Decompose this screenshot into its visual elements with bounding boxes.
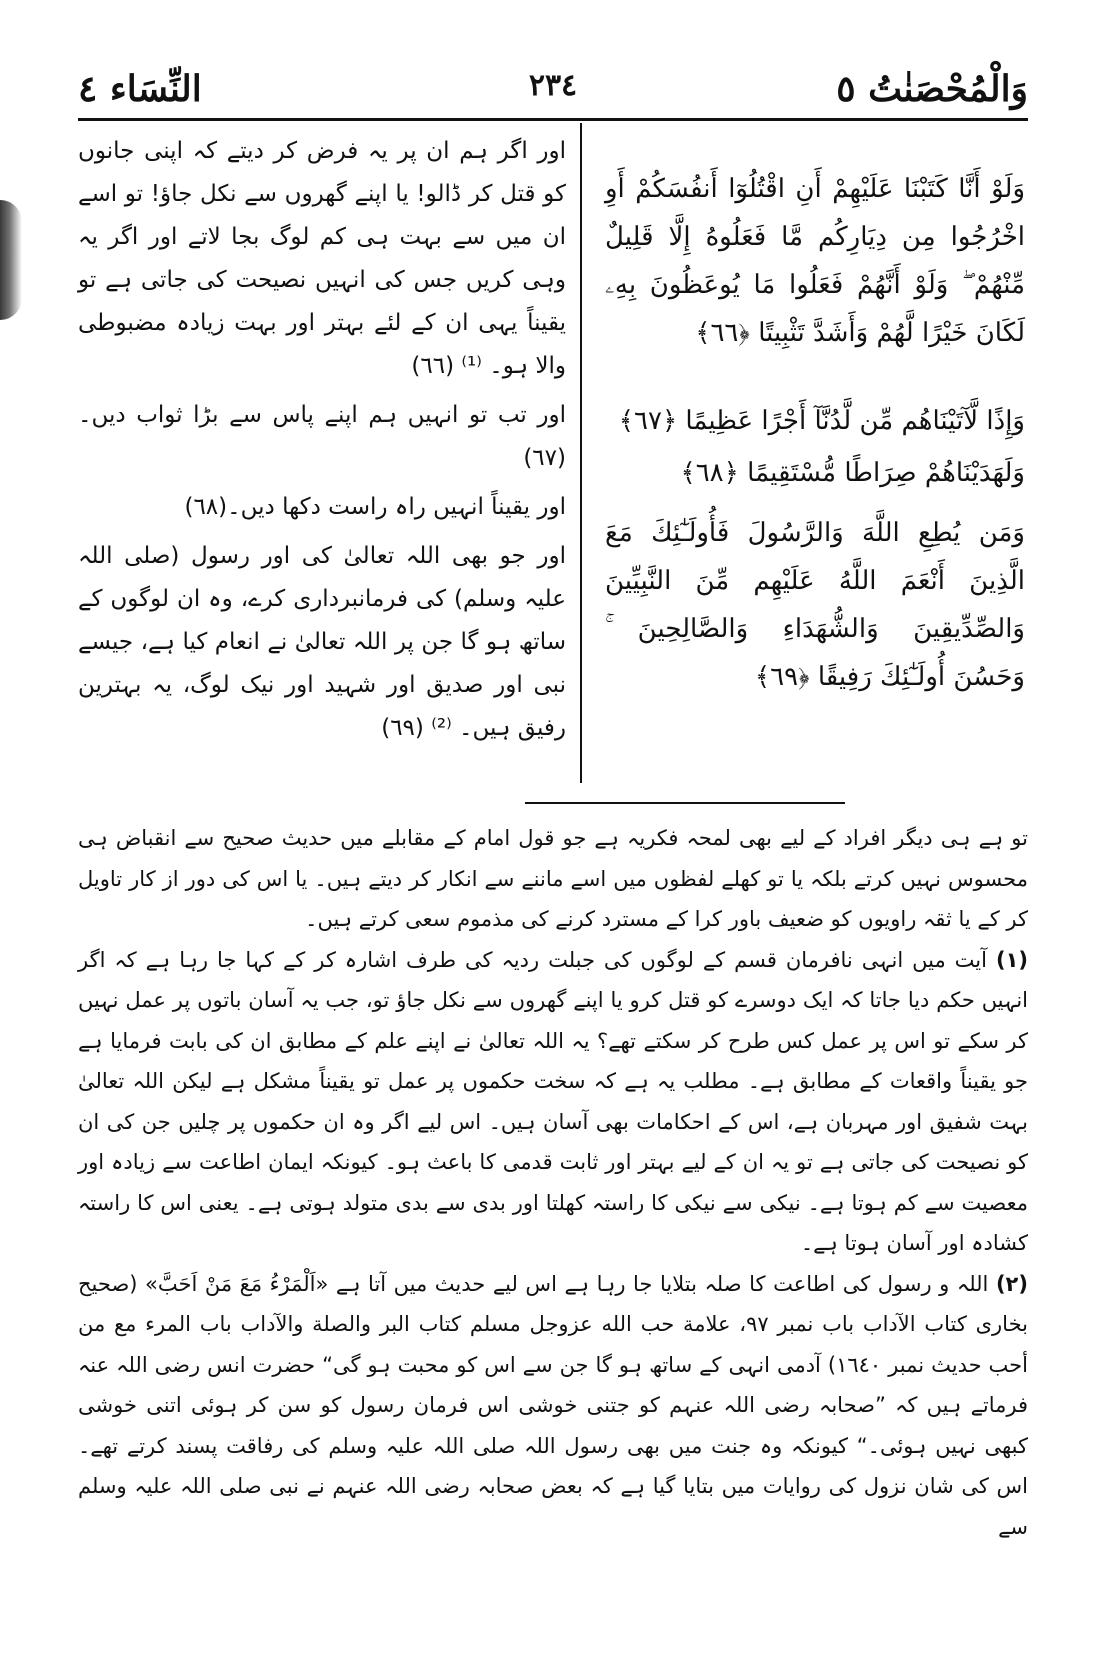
- footnote-continued: تو ہے ہی دیگر افراد کے لیے بھی لمحہ فکریہ ہے جو قول امام کے مقابلے میں حدیث صحیح سے انقباض ہی محسوس نہیں کرتے بلکہ یا تو کھلے لفظوں میں اسے ماننے سے انکار کر دیتے ہیں۔ یا اس کی دور از کار تاویل کر کے یا ثقہ راویوں کو ضعیف باور کرا کے مسترد کرنے کی مذموم سعی کرتے ہیں۔: [78, 826, 1028, 931]
- translation-68: اور یقیناً انہیں راہ راست دکھا دیں۔(٦٨): [184, 494, 566, 520]
- footnote-2-marker: (۲): [995, 1271, 1028, 1296]
- footnote-1: [78, 940, 1028, 1264]
- column-divider: [580, 123, 582, 783]
- footnote-2: [78, 1264, 1028, 1548]
- footnotes: [78, 818, 1028, 1547]
- translation-67: اور تب تو انہیں ہم اپنے پاس سے بڑا ثواب دیں۔(٦٧): [78, 402, 566, 471]
- translation-69: اور جو بھی اللہ تعالیٰ کی اور رسول (صلی اللہ علیہ وسلم) کی فرمانبرداری کرے، وہ ان لوگوں کے ساتھ ہو گا جن پر اللہ تعالیٰ نے انعام کیا ہے، جیسے نبی اور صدیق اور شہید اور نیک لوگ، یہ بہترین رفیق ہیں۔ ⁽²⁾ (٦٩): [78, 543, 566, 741]
- page-header: [78, 58, 1028, 121]
- footnote-1-text: آیت میں انہی نافرمان قسم کے لوگوں کی جبلت ردیہ کی طرف اشارہ کر کے کہا جا رہا ہے کہ اگر انہیں حکم دیا جاتا کہ ایک دوسرے کو قتل کرو یا اپنے گھروں سے نکل جاؤ تو، جب یہ آسان باتوں پر عمل نہیں کر سکے تو اس پر عمل کس طرح کر سکتے تھے؟ یہ اللہ تعالیٰ نے اپنے علم کے مطابق ان کی بابت فرمایا ہے جو یقیناً واقعات کے مطابق ہے۔ مطلب یہ ہے کہ سخت حکموں پر عمل تو یقیناً مشکل ہے لیکن اللہ تعالیٰ بہت شفیق اور مہربان ہے، اس کے احکامات بھی آسان ہیں۔ اس لیے اگر وہ ان حکموں پر چلیں جن کی ان کو نصیحت کی جاتی ہے تو یہ ان کے لیے بہتر اور ثابت قدمی کا باعث ہو۔ کیونکہ ایمان اطاعت سے زیادہ اور معصیت سے کم ہوتا ہے۔ نیکی سے نیکی کا راستہ کھلتا اور بدی سے بدی متولد ہوتی ہے۔ یعنی اس کا راستہ کشادہ اور آسان ہوتا ہے۔: [78, 947, 1028, 1255]
- verse-66: وَلَوْ أَنَّا كَتَبْنَا عَلَيْهِمْ أَنِ اقْتُلُوٓا أَنفُسَكُمْ أَوِ اخْرُجُوا مِن دِيَارِكُم مَّا فَعَلُوهُ إِلَّا قَلِيلٌ مِّنْهُمْ ۖ وَلَوْ أَنَّهُمْ فَعَلُوا مَا يُوعَظُونَ بِهِۦ لَكَانَ خَيْرًا لَّهُمْ وَأَشَدَّ تَثْبِيتًا ﴿٦٦﴾: [605, 174, 1025, 348]
- translation-column: [78, 130, 566, 756]
- page-number: ٢٣٤: [528, 68, 578, 103]
- footnote-rule: [525, 802, 845, 804]
- footnote-2-text: اللہ و رسول کی اطاعت کا صلہ بتلایا جا رہا ہے اس لیے حدیث میں آتا ہے «اَلْمَرْءُ مَعَ مَنْ اَحَبَّ» (صحیح بخاری كتاب الآداب باب نمبر ٩٧، علامة حب الله عزوجل مسلم كتاب البر والصلة والآداب باب المرء مع من أحب حديث نمبر ١٦٤٠) آدمی انہی کے ساتھ ہو گا جن سے اس کو محبت ہو گی“ حضرت انس رضی اللہ عنہ فرماتے ہیں کہ ”صحابہ رضی اللہ عنہم کو جتنی خوشی اس فرمان رسول کو سن کر ہوئی اتنی خوشی کبھی نہیں ہوئی۔“ کیونکہ وہ جنت میں بھی رسول اللہ صلی اللہ علیہ وسلم کی رفاقت پسند کرتے تھے۔ اس کی شان نزول کی روایات میں بتایا گیا ہے کہ بعض صحابہ رضی اللہ عنہم نے نبی صلی اللہ علیہ وسلم سے: [78, 1271, 1028, 1539]
- verse-68: وَلَهَدَيْنَاهُمْ صِرَاطًا مُّسْتَقِيمًا ﴿٦٨﴾: [680, 458, 1025, 488]
- footnote-1-marker: (۱): [995, 947, 1028, 972]
- verse-67: وَإِذًا لَّآتَيْنَاهُم مِّن لَّدُنَّآ أَجْرًا عَظِيمًا ﴿٦٧﴾: [618, 406, 1025, 436]
- surah-name: النِّسَاء ٤: [78, 68, 202, 110]
- translation-66: اور اگر ہم ان پر یہ فرض کر دیتے کہ اپنی جانوں کو قتل کر ڈالو! یا اپنے گھروں سے نکل جاؤ! تو اسے ان میں سے بہت ہی کم لوگ بجا لاتے اور اگر یہ وہی کریں جس کی انہیں نصیحت کی جاتی ہے تو یقیناً یہی ان کے لئے بہتر اور بہت زیادہ مضبوطی والا ہو۔ ⁽¹⁾ (٦٦): [78, 138, 566, 379]
- arabic-text-column: [605, 165, 1025, 735]
- scan-edge-shadow: [0, 200, 22, 320]
- verse-69: وَمَن يُطِعِ اللَّهَ وَالرَّسُولَ فَأُولَـٰٓئِكَ مَعَ الَّذِينَ أَنْعَمَ اللَّهُ عَلَيْهِم مِّنَ النَّبِيِّينَ وَالصِّدِّيقِينَ وَالشُّهَدَاءِ وَالصَّالِحِينَ ۚ وَحَسُنَ أُولَـٰٓئِكَ رَفِيقًا ﴿٦٩﴾: [605, 518, 1025, 692]
- juz-name: وَالْمُحْصَنٰتُ ٥: [836, 68, 1028, 110]
